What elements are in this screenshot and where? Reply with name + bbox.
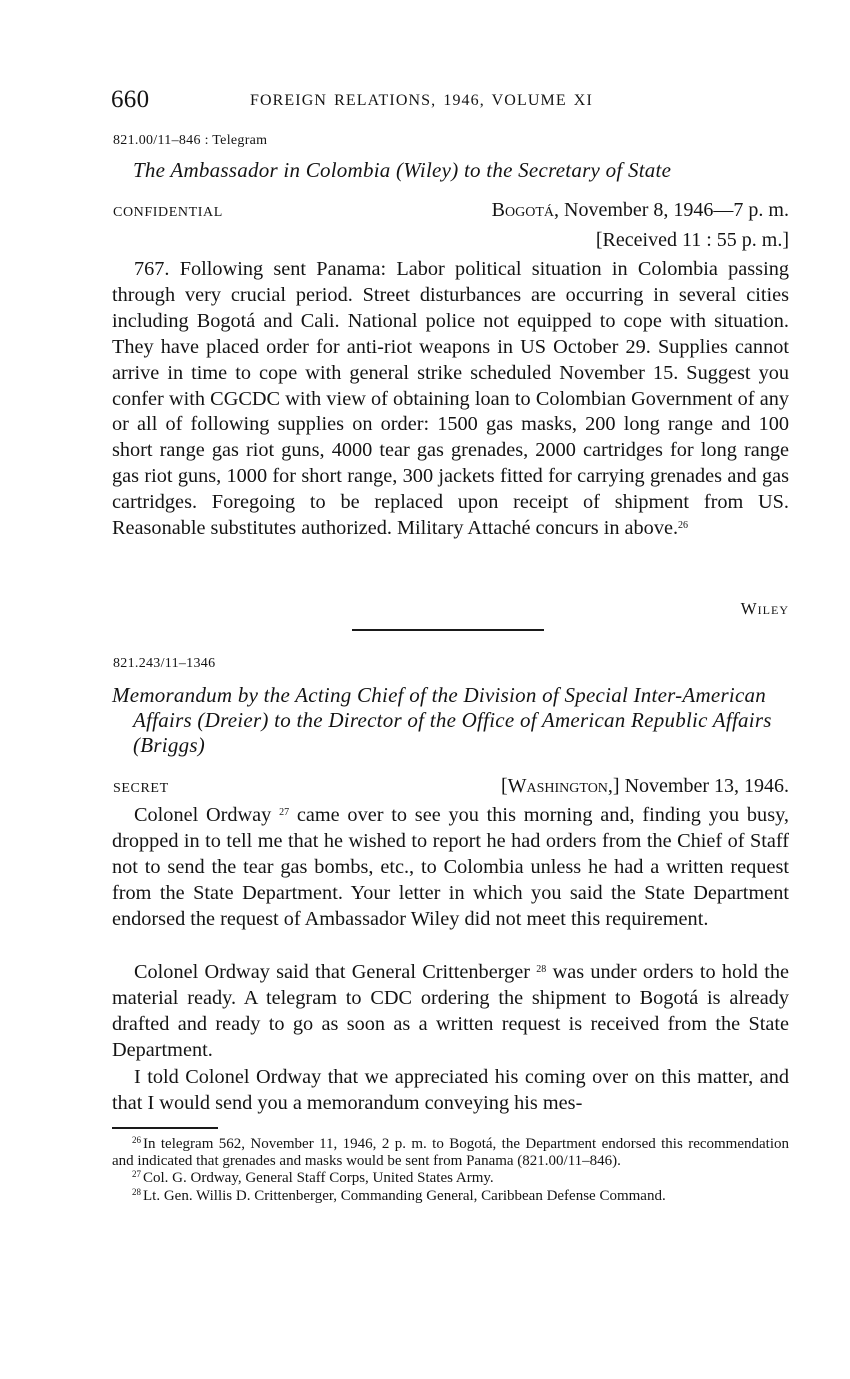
footnotes — [112, 1136, 789, 1205]
footnote-26-text: In telegram 562, November 11, 1946, 2 p. m. to Bogotá, the Department endorsed this recommendation and indicated that grenades and masks would be sent from Panama (821.00/11–846). — [112, 1136, 789, 1170]
page-number: 660 — [111, 86, 150, 113]
section-divider — [352, 629, 544, 631]
doc2-file-reference: 821.243/11–1346 — [113, 656, 216, 671]
doc1-paragraph-text: 767. Following sent Panama: Labor political situation in Colombia passing through very crucial period. Street disturbances are occurring in several cities including Bogotá and Cali. National police not equipped to cope with situation. They have placed order for anti-riot weapons in US October 29. Supplies cannot arrive in time to cope with general strike scheduled November 15. Suggest you confer with CGCDC with view of obtaining loan to Colombian Government of any or all of following supplies on order: 1500 gas masks, 200 long range and 100 short range gas riot guns, 4000 tear gas grenades, 2000 cartridges for long range gas riot guns, 1000 for short range, 300 jackets fitted for carrying grenades and gas cartridges. Foregoing to be replaced upon receipt of shipment from US. Reasonable substitutes authorized. Military Attaché concurs in above. — [112, 258, 789, 540]
footnote-26 — [112, 1136, 789, 1170]
doc1-file-reference: 821.00/11–846 : Telegram — [113, 133, 268, 148]
doc2-p2-text-a: Colonel Ordway said that General Crittenberger — [134, 961, 537, 983]
doc2-classification: SECRET — [113, 781, 169, 796]
doc1-dateline — [492, 199, 789, 222]
doc1-classification: CONFIDENTIAL — [113, 205, 223, 220]
doc2-p1-text-b: came over to see you this morning and, finding you busy, dropped in to tell me that he wished to report he had orders from the Chief of Staff not to send the tear gas bombs, etc., to Colombia unless he had a written request from the State Department. Your letter in which you said the State Department endorsed the request of Ambassador Wiley did not meet this requirement. — [112, 804, 789, 930]
doc2-dateline-place: [Washington,] — [500, 775, 620, 797]
footnote-27-mark: 27 — [132, 1169, 141, 1180]
footnote-26-mark: 26 — [132, 1135, 141, 1145]
footnote-27 — [112, 1170, 789, 1187]
footnote-ref-28: 28 — [536, 964, 547, 975]
doc2-paragraph-3: I told Colonel Ordway that we appreciated his coming over on this matter, and that I would send you a memorandum conveying his mes- — [112, 1066, 789, 1114]
doc1-dateline-place: Bogotá, — [491, 199, 560, 221]
doc2-classification-line — [113, 775, 789, 803]
footnote-ref-27: 27 — [279, 807, 290, 818]
doc1-classification-line — [113, 199, 789, 227]
doc1-dateline-date: November 8, 1946—7 p. m. — [559, 199, 789, 221]
doc1-title: The Ambassador in Colombia (Wiley) to the Secretary of State — [133, 158, 672, 182]
doc2-p1-text-a: Colonel Ordway — [134, 804, 280, 826]
footnote-28-mark: 28 — [132, 1186, 141, 1197]
footnote-28 — [112, 1188, 789, 1205]
doc2-p2-text-b: was under orders to hold the material ready. A telegram to CDC ordering the shipment to Bogotá is already drafted and ready to go as soon as a written request is received from the State Department. — [112, 961, 789, 1061]
running-head — [111, 86, 791, 116]
doc2-paragraph-2 — [112, 960, 789, 1064]
footnote-27-text: Col. G. Ordway, General Staff Corps, United States Army. — [143, 1170, 494, 1187]
doc1-signature: Wiley — [740, 599, 789, 618]
footnote-28-text: Lt. Gen. Willis D. Crittenberger, Commanding General, Caribbean Defense Command. — [143, 1187, 666, 1204]
doc2-dateline — [501, 775, 789, 798]
doc2-dateline-date: November 13, 1946. — [619, 775, 789, 797]
doc1-received-note: [Received 11 : 55 p. m.] — [595, 229, 789, 251]
doc2-title: Memorandum by the Acting Chief of the Division of Special Inter-American Affairs (Dreier) to the Director of the Office of American Republic Affairs (Briggs) — [112, 683, 772, 757]
doc2-paragraph-1 — [112, 803, 789, 933]
running-head-title: FOREIGN RELATIONS, 1946, VOLUME XI — [250, 92, 593, 109]
footnote-rule — [112, 1127, 218, 1129]
doc1-paragraph — [112, 257, 789, 542]
footnote-ref-26: 26 — [678, 520, 689, 532]
